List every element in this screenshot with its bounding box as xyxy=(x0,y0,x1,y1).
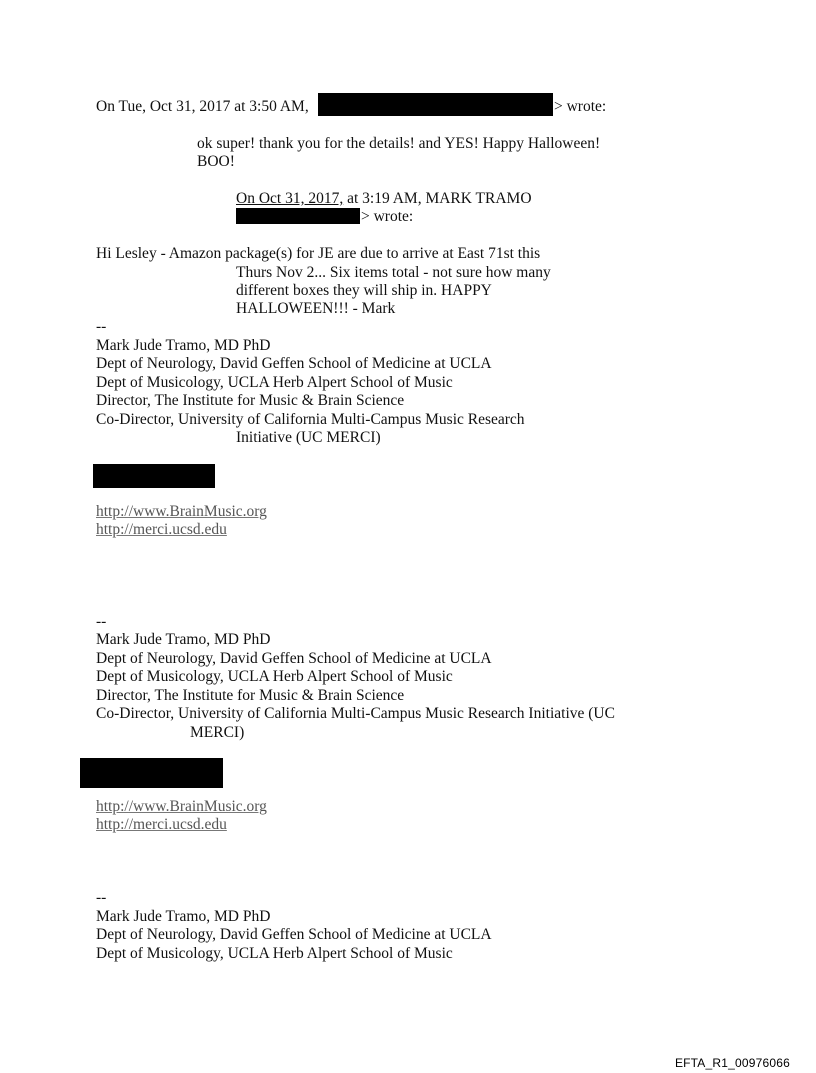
signature-1-line-1: Mark Jude Tramo, MD PhD xyxy=(96,337,271,354)
signature-1-line-5: Co-Director, University of California Multi-Campus Music Research xyxy=(96,411,525,428)
signature-2-dash: -- xyxy=(96,613,107,630)
signature-2-line-4: Director, The Institute for Music & Brain Science xyxy=(96,687,405,704)
signature-2-line-5: Co-Director, University of California Multi-Campus Music Research Initiative (UC xyxy=(96,705,615,722)
signature-1-line-2: Dept of Neurology, David Geffen School of Medicine at UCLA xyxy=(96,355,492,372)
reply-line-1: ok super! thank you for the details! and YES! Happy Halloween! xyxy=(197,135,601,152)
redacted-sender-block xyxy=(236,208,360,224)
redacted-contact-block xyxy=(93,464,215,488)
quoted-header-line-1 xyxy=(236,190,532,208)
signature-2-line-1: Mark Jude Tramo, MD PhD xyxy=(96,631,271,648)
brainmusic-link[interactable]: http://www.BrainMusic.org xyxy=(96,503,267,520)
signature-1-dash: -- xyxy=(96,318,107,335)
brainmusic-link-2[interactable]: http://www.BrainMusic.org xyxy=(96,798,267,815)
email-header-line xyxy=(96,98,309,116)
merci-link-2[interactable]: http://merci.ucsd.edu xyxy=(96,816,227,833)
signature-2-line-3: Dept of Musicology, UCLA Herb Alpert School of Music xyxy=(96,668,453,685)
quoted-header-rest: at 3:19 AM, MARK TRAMO xyxy=(343,190,532,207)
quoted-body-line-3: different boxes they will ship in. HAPPY xyxy=(236,282,492,299)
signature-3-dash: -- xyxy=(96,889,107,906)
email-header-prefix: On Tue, Oct 31, 2017 at 3:50 AM, xyxy=(96,98,309,115)
signature-1-line-4: Director, The Institute for Music & Brain Science xyxy=(96,392,405,409)
quoted-body-line-1: Hi Lesley - Amazon package(s) for JE are due to arrive at East 71st this xyxy=(96,245,541,262)
redacted-email-block xyxy=(318,93,553,116)
signature-3-line-3: Dept of Musicology, UCLA Herb Alpert School of Music xyxy=(96,945,453,962)
merci-link[interactable]: http://merci.ucsd.edu xyxy=(96,521,227,538)
document-id: EFTA_R1_00976066 xyxy=(674,1056,790,1070)
reply-line-2: BOO! xyxy=(197,153,235,170)
redacted-contact-block-2 xyxy=(80,758,223,788)
signature-1-line-3: Dept of Musicology, UCLA Herb Alpert School of Music xyxy=(96,374,453,391)
signature-3-line-1: Mark Jude Tramo, MD PhD xyxy=(96,908,271,925)
quoted-header-suffix: > wrote: xyxy=(361,208,414,225)
signature-2-continuation: MERCI) xyxy=(190,724,245,741)
email-header-suffix: > wrote: xyxy=(554,98,607,115)
signature-1-continuation: Initiative (UC MERCI) xyxy=(236,429,381,446)
quoted-header-date: On Oct 31, 2017, xyxy=(236,190,344,207)
signature-2-line-2: Dept of Neurology, David Geffen School of Medicine at UCLA xyxy=(96,650,492,667)
quoted-body-line-4: HALLOWEEN!!! - Mark xyxy=(236,300,396,317)
signature-3-line-2: Dept of Neurology, David Geffen School of Medicine at UCLA xyxy=(96,926,492,943)
quoted-body-line-2: Thurs Nov 2... Six items total - not sure how many xyxy=(236,264,551,281)
